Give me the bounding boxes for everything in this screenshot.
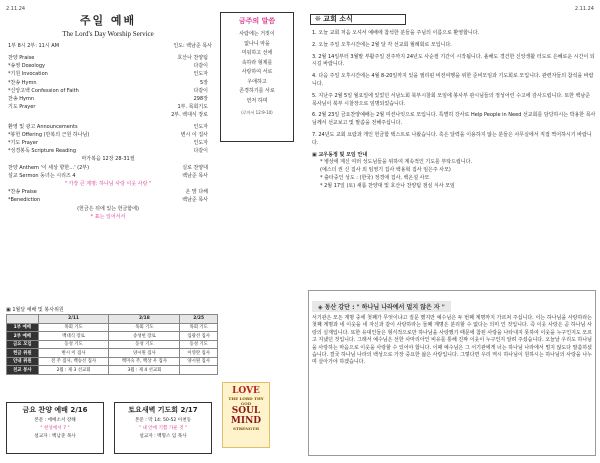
worship-meta [8, 42, 212, 49]
prayer-line: (예스더 권 신 집사 외 임영기 집사 백용혁 집사 임은주 사모) [320, 167, 451, 174]
bulletin-date: 2.11.24 [574, 6, 594, 12]
order-row: 찬양 Praise 호산나 찬양팀 [8, 55, 208, 61]
church-news-list [312, 30, 596, 191]
order-row: *송영 Doxology 다같이 [8, 63, 208, 70]
verse-line: 속하라 형제를 [241, 59, 273, 66]
list-item: 2. 오늘 주일 오후시간에는 2월 달 각 선교회 월례회로 모입니다. [312, 41, 452, 48]
verse-line: 사랑하여 서로 [241, 69, 273, 75]
meeting-speaker: 설교자 : 백형스 임 목사 [139, 434, 187, 439]
worship-title-block [6, 12, 210, 38]
list-item: 4. 다음 주일 오후시간에는 4월 8-20일까지 있을 필리핀 비전여행을 위한 준비모임과 기도회로 모입니다. 관련자들의 참석을 바랍니다. [312, 73, 594, 87]
meeting-title: 금요 찬양 예배 2/16 [22, 406, 88, 414]
worship-subtitle: The Lord's Day Worship Service [62, 30, 154, 38]
verse-line: 미워하고 선에 [241, 50, 273, 56]
table-row: 금요 모임 동성 기도 동성 기도 동성 기도 [7, 340, 218, 349]
list-item: 3. 2월 14일부터 3월말 부활주일 전주까지 24년도 사순절 기간이 시작됩니다. 올해도 경건한 신앙생활 터도로 은혜로운 시간이 되시길 바랍니다. [312, 53, 595, 68]
table-row: 헌금 위원 변시 이 집사 양시원 집사 이영란 집사 [7, 349, 218, 358]
anthem-row: 찬양 Anthem '이 세상 향한…' (2부) 실로 찬양대 [8, 164, 208, 171]
love-the-lord-poster: LOVE THE LORD THY GOD SOUL MIND STRENGTH [222, 382, 270, 448]
sermon-summary-heading: ◈ 동산 강단 : " 하나님 나라에서 멀지 않은 자 " [312, 301, 451, 312]
sermon-summary-body: 서기관은 모든 계명 중에 첫째가 무엇이냐고 질문 했지만 예수님은 두 번째 계명까지 가르쳐 주십니다. 이는 하나님을 사랑하라는 첫째 계명과 네 이웃을 네 자신과 같이 사랑하라는 둘째 계명은 분리할 수 없다는 의미 인 것입니다. 즉 이웃 사랑은 곧 하나님 사랑의 실재입니다. 또한 유대인들은 형식적으로만 하나님을 사랑했기 때문에 참된 사랑을 나타내지 못하여 이웃을 누구인지도 모르고 지냈던 것입니다. 그래서 예수님은 선한 사마리아인 비유를 통해 진짜 이웃이 누구인지 알려 주셨습니다. 오늘날 우리도 하나님을 사랑하는 마음으로 이웃을 사랑할 수 있어야 합니다. 이때 예수님은 그 서기관에게 너는 하나님 나라에서 멀지 않도다 말씀하셨습니다. 결국 하나님 나라의 백성으로 가장 중요한 삶은 사랑입니다. 그렇다면 우리 역시 하나님이 원하시는 하나님의 사랑을 나누며 살아가야 하겠습니다. [312, 315, 592, 366]
verse-line: 우애하고 [247, 78, 267, 85]
table-row: 안내 위원 전 주 집사, 백승선 집사 백미숙 주, 백상 우 집사 양시원 집사 [7, 357, 218, 366]
table-row: 1부 예배 목회 기도 목회 기도 목회 기도 [7, 323, 218, 332]
table-row: 친교 봉사 2월 : 제 3 선교회 3월 : 제 4 선교회 [7, 366, 218, 375]
list-item: 7. 24년도 교회 요람과 개인 헌금함 텍스트로 나왔습니다. 혹은 달력을 이용하지 않는 분들은 사무실에서 직접 찍어하시기 바랍니다. [312, 131, 592, 146]
meeting-scripture: 본문 : 막 14: 50-52 이천동 [134, 418, 192, 423]
friday-worship-box [6, 402, 104, 454]
prayer-line: * 병상에 계신 여러 성도님들을 위하여 계속적인 기도를 부탁드립니다. [320, 159, 473, 166]
list-item: 5. 지난주 2월 5일 월요일에 있었던 서남노회 북부시찰회 모임에 봉사부 관시님들의 정성어린 수고에 감사드립니다. 또한 백남준 목사님이 북부 시찰장으로 임명되었습니다. [312, 92, 591, 107]
order-row: 2부. 백대식 장로 [171, 112, 208, 119]
list-item: 6. 2월 23일 금요찬양예배는 2월 미션나잇으로 모입니다. 특별히 강사로 Help People in Need 선교회를 담당하시는 박용한 목사님께서 선교보고 및 말씀을 전해주십니다. [312, 112, 596, 127]
list-item: 1. 오늘 교회 처음 오셔서 예배에 참석한 분들을 주님의 이름으로 환영합니다. [312, 30, 480, 36]
worship-order [8, 54, 208, 221]
order-row: 기도 Prayer 1부. 목회기도 [8, 104, 208, 111]
sermon-title: " 가장 큰 계명: 하나님 사랑 이웃 사랑 " [64, 181, 152, 188]
meeting-topic: " 천상에서 7 " [40, 426, 70, 431]
order-row: *봉헌 Offering (만복의 근원 하나님) 변시 이 집사 [8, 131, 208, 138]
bulletin-date: 2.11.24 [6, 6, 26, 12]
verse-line: 먼저 하며 [246, 97, 268, 104]
table-row: 2부 예배 백대식 장로 송성헌 장로 임광선 집사 [7, 332, 218, 341]
worship-leader: 인도: 백남준 목사 [173, 43, 212, 49]
order-row: *기원 Invocation 인도자 [8, 71, 208, 78]
scripture-reference: 마가복음 12장 28-31절 [81, 156, 135, 163]
weekly-verse-title: 금주의 말씀 [238, 17, 276, 25]
order-row: 찬송 Hymn 298장 [8, 96, 208, 103]
prayer-line: * 2월 17일 (토) 새롬 찬양대 및 호산나 찬양팀 점심 식사 모임 [320, 182, 455, 189]
sermon-row: 설교 Sermon 동녀는 시리즈 4 백남준 목사 [8, 172, 208, 179]
church-news-heading: ❊ 교회 소식 [310, 14, 406, 25]
meeting-scripture: 본문 : 에베소서 강해 [34, 418, 76, 423]
order-row: *성경봉독 Scripture Reading 다같이 [8, 148, 208, 155]
verse-line: 존경하기를 서로 [239, 88, 275, 94]
prayer-heading: ▣ 교우동정 및 모임 안내 [312, 151, 368, 158]
order-row: *기도 Prayer 인도자 [8, 140, 208, 147]
meeting-title: 토요새벽 기도회 2/17 [128, 406, 198, 414]
saturday-prayer-box [114, 402, 212, 454]
meeting-topic: " 내 안에 기쁨 가운 것 " [138, 426, 188, 431]
offering-note: (헌금은 뒤에 있는 헌금함에) [77, 205, 139, 212]
verse-line: 없나니 악을 [244, 40, 270, 47]
weekly-verse-box [220, 12, 294, 142]
meeting-speaker: 설교자 : 백남준 목사 [34, 434, 76, 439]
order-row: *찬송 Praise 온 맘 다해 [8, 189, 208, 196]
service-roster-table [6, 314, 218, 375]
sermon-summary-box [308, 290, 596, 456]
order-row: *Benediction 백남준 목사 [8, 197, 208, 204]
order-row: 환영 및 광고 Announcements 인도자 [8, 123, 208, 130]
prayer-line: * 출타중인 성도 : (한국) 정경애 집사, 백온설 사모 [320, 174, 430, 181]
verse-line: 사람에는 거짓이 [239, 31, 275, 37]
roster-heading: ▣ 1월달 예배 및 봉사위원 [6, 307, 64, 313]
table-header-row: 2/11 2/18 2/25 [7, 315, 218, 324]
worship-title: 주일 예배 [79, 14, 137, 27]
order-row: *신앙고백 Confession of Faith 다같이 [8, 87, 208, 94]
worship-time: 1부 8시 2부: 11시 AM [8, 43, 60, 49]
verse-reference: (로마서 12:9-10) [241, 110, 273, 115]
standing-note: * 표는 일어서서 [90, 213, 126, 220]
order-row: *찬송 Hymn 5장 [8, 79, 208, 86]
